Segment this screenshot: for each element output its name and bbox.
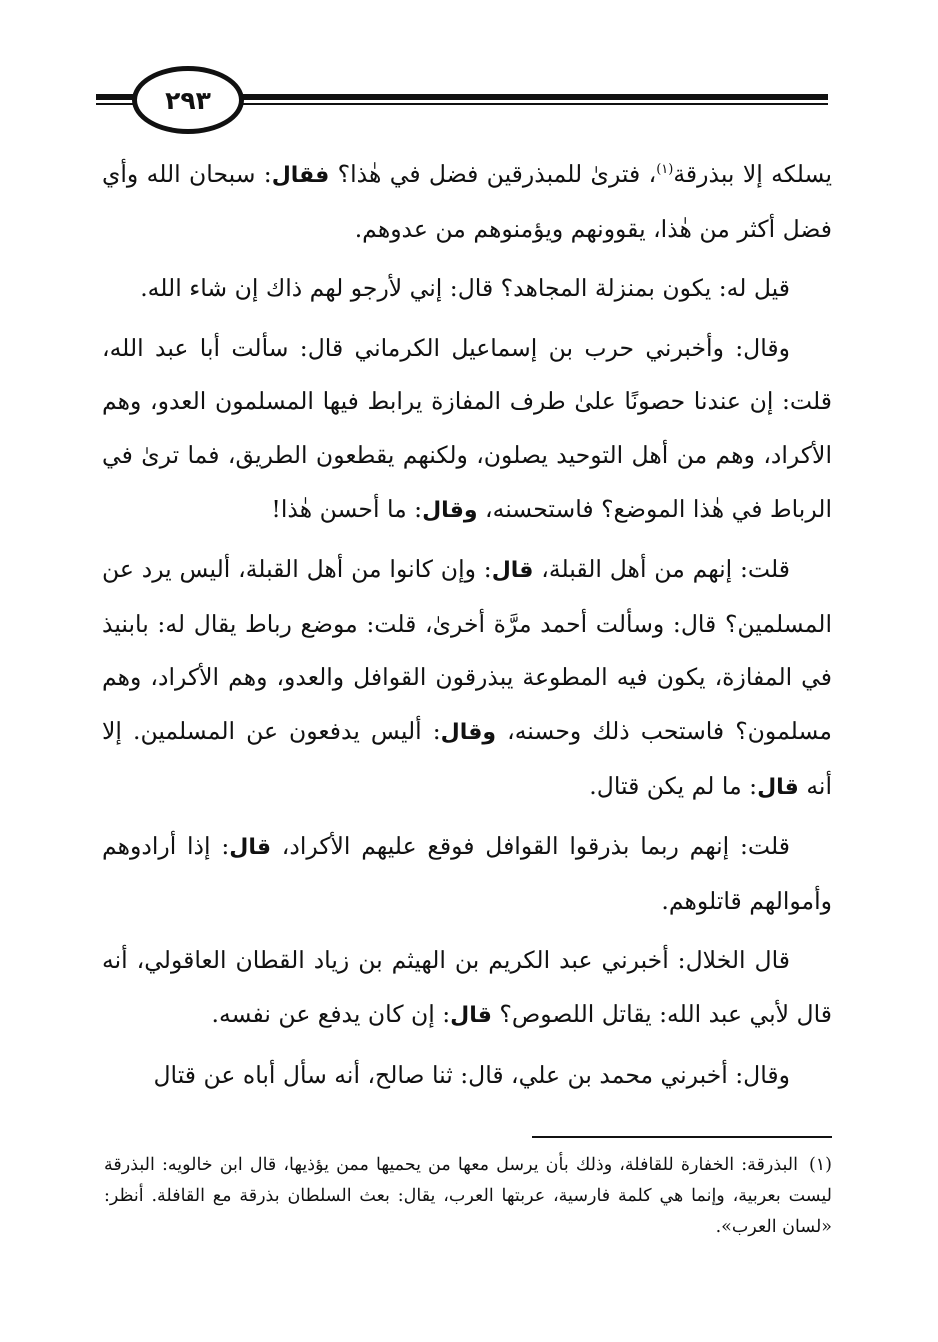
text-run: يسلكه إلا ببذرقة: [673, 160, 832, 188]
bold-keyword: قال: [757, 774, 799, 800]
footnote-marker: (١): [808, 1155, 832, 1175]
text-run: : وإن كانوا من أهل القبلة، أليس يرد عن المسلمين؟ قال: وسألت أحمد مرَّة أخرىٰ، قلت: موضع رباط يقال له: بابنيذ في المفازة، يكون فيه المطوعة يبذرقون القوافل والعدو، وهم الأكراد، وهم مسلمون؟ فاستحب ذلك وحسنه،: [102, 555, 832, 745]
bold-keyword: قال: [229, 835, 272, 861]
text-run: : ما أحسن هٰذا!: [271, 494, 423, 523]
text-run: : إن كان يدفع عن نفسه.: [211, 999, 451, 1028]
footnotes: [104, 1150, 832, 1243]
paragraph-2: قيل له: يكون بمنزلة المجاهد؟ قال: إني لأرجو لهم ذاك إن شاء الله.: [140, 274, 790, 303]
paragraph-4: [102, 543, 832, 814]
text-run: قال الخلال: أخبرني عبد الكريم بن الهيثم بن زياد القطان العاقولي، أنه قال لأبي عبد الله: يقاتل اللصوص؟: [102, 946, 832, 1028]
footnote-1: [104, 1150, 832, 1243]
paragraph-1: [102, 148, 832, 256]
bold-keyword: وقال: [422, 497, 478, 523]
page-number: ٢٩٣: [132, 66, 244, 134]
footnote-separator: [532, 1136, 832, 1138]
text-run: : سبحان الله وأي فضل أكثر من هٰذا، يقوونهم ويؤمنوهم من عدوهم.: [102, 160, 832, 243]
text-run: وقال: وأخبرني حرب بن إسماعيل الكرماني قال: سألت أبا عبد الله، قلت: إن عندنا حصونًا علىٰ طرف المفازة يرابط فيها المسلمون العدو، وهم الأكراد، وهم من أهل التوحيد يصلون، ولكنهم يقطعون الطريق، فما ترىٰ في الرباط في هٰذا الموضع؟ فاستحسنه،: [102, 333, 832, 523]
footnote-ref: (١): [656, 162, 674, 178]
bold-keyword: قال: [450, 1002, 492, 1028]
text-run: ، فترىٰ للمبذرقين فضل في هٰذا؟: [337, 160, 657, 188]
bold-keyword: فقال: [271, 163, 330, 188]
text-run: : إذا أرادوهم وأموالهم قاتلوهم.: [102, 832, 832, 915]
main-text: [102, 148, 832, 1108]
paragraph-3: [102, 322, 832, 537]
text-run: قلت: إنهم ربما بذرقوا القوافل فوقع عليهم الأكراد،: [281, 832, 790, 861]
footnote-text: البذرقة: الخفارة للقافلة، وذلك بأن يرسل معها من يحميها ممن يؤذيها، قال ابن خالويه: البذرقة ليست بعربية، وإنما هي كلمة فارسية، عربتها العرب، يقال: بعث السلطان بذرقة مع القافلة. أنظر: «لسان العرب».: [104, 1155, 832, 1237]
bold-keyword: قال: [491, 558, 534, 584]
text-run: قلت: إنهم من أهل القبلة،: [541, 555, 790, 584]
paragraph-5: [102, 820, 832, 928]
text-run: : أليس يدفعون عن المسلمين. إلا أنه: [102, 716, 832, 800]
paragraph-7: وقال: أخبرني محمد بن علي، قال: ثنا صالح، أنه سأل أباه عن قتال: [153, 1060, 790, 1089]
page-header: [96, 66, 828, 136]
paragraph-6: [102, 934, 832, 1042]
bold-keyword: وقال: [440, 719, 497, 745]
text-run: : ما لم يكن قتال.: [589, 771, 758, 800]
